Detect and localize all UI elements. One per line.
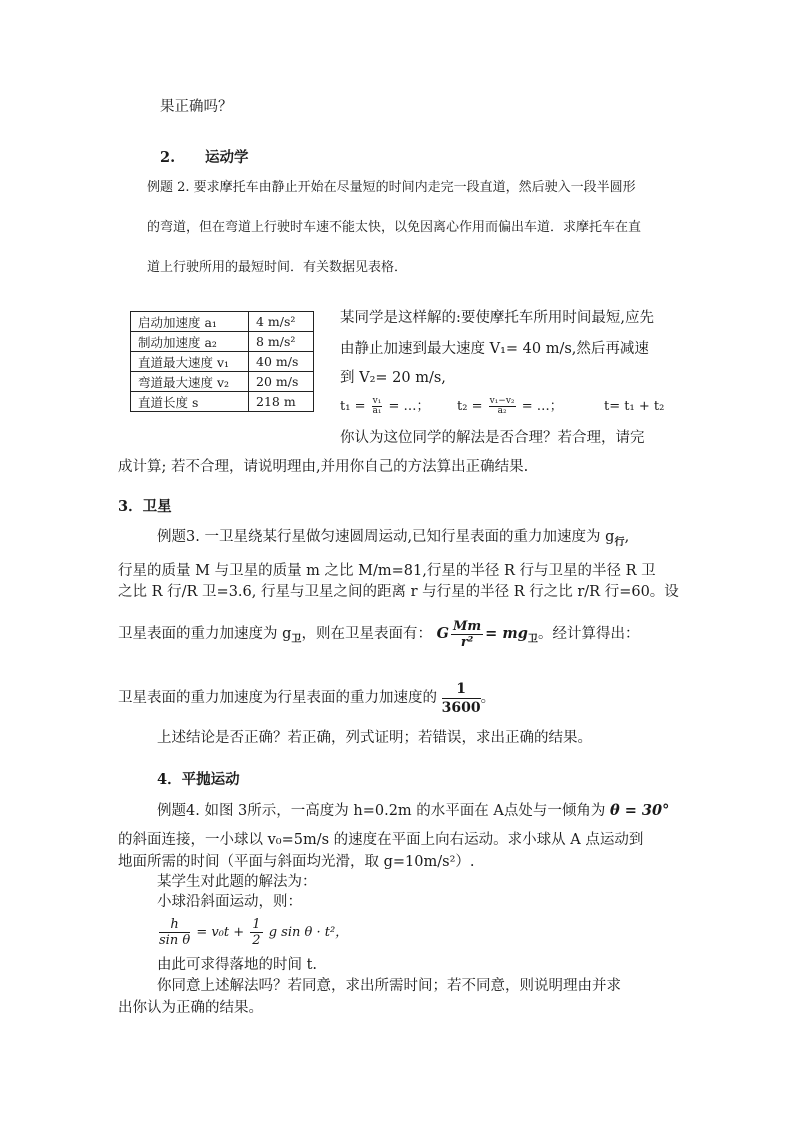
- example3-line5-end: 。: [480, 690, 496, 706]
- example4-line6: 由此可求得落地的时间 t.: [157, 957, 318, 973]
- equation-half-fraction: [250, 917, 262, 948]
- g-satellite-subscript: 卫: [291, 632, 302, 645]
- equation-middle: = v₀t +: [196, 925, 245, 940]
- example3-line3: 之比 R 行/R 卫=3.6, 行星与卫星之间的距离 r 与行星的半径 R 行之比 r/R 行=60。设: [118, 584, 679, 600]
- gravity-rhs-subscript: 卫: [527, 632, 538, 645]
- equation-lhs-fraction: [159, 917, 190, 948]
- example2-line2: 的弯道，但在弯道上行驶时车速不能太快，以免因离心作用而偏出车道．求摩托车在直: [147, 220, 642, 235]
- example3-line5: [118, 677, 495, 719]
- example2-line3: 道上行驶所用的最短时间．有关数据见表格．: [147, 260, 408, 275]
- example4-line2: 的斜面连接，一小球以 v₀=5m/s 的速度在平面上向右运动。求小球从 A 点运动到: [118, 832, 644, 848]
- table-cell-value: 4 m/s²: [249, 312, 314, 332]
- t1-numerator: v₁: [372, 396, 382, 406]
- t2-rest: = …；: [521, 399, 563, 414]
- t1-formula: [340, 397, 429, 417]
- section-3-title: 3．卫星: [118, 498, 172, 515]
- section-2-title: 运动学: [205, 149, 249, 166]
- example4-line7: 你同意上述解法吗？若同意，求出所需时间；若不同意，则说明理由并求: [157, 978, 621, 994]
- table-cell-name: 弯道最大速度 v₂: [131, 372, 249, 392]
- example4-line3: 地面所需的时间（平面与斜面均光滑，取 g=10m/s²）.: [118, 854, 475, 870]
- ratio-denominator: 3600: [441, 699, 481, 716]
- question-line2: 成计算; 若不合理，请说明理由,并用你自己的方法算出正确结果.: [118, 459, 529, 475]
- table-row: [131, 392, 314, 412]
- gravity-rhs: = mg: [485, 625, 528, 642]
- equation-half-numerator: 1: [252, 917, 261, 932]
- solution-line2: 由静止加速到最大速度 V₁= 40 m/s,然后再减速: [340, 341, 649, 357]
- table-cell-value: 40 m/s: [249, 352, 314, 372]
- incline-angle: θ = 30°: [609, 802, 670, 819]
- example4-line5: 小球沿斜面运动，则：: [157, 894, 302, 910]
- table-cell-value: 20 m/s: [249, 372, 314, 392]
- intro-line: 果正确吗？: [160, 99, 233, 115]
- example3-line4: [118, 617, 639, 656]
- g-planet-subscript: 行: [614, 535, 625, 548]
- example3-line4-b: ，则在卫星表面有：: [301, 626, 433, 642]
- table-cell-name: 直道长度 s: [131, 392, 249, 412]
- example3-line6: 上述结论是否正确？若正确，列式证明；若错误，求出正确的结果。: [157, 730, 592, 746]
- t2-formula: [457, 397, 563, 417]
- example3-line5-text: 卫星表面的重力加速度为行星表面的重力加速度的: [118, 690, 437, 706]
- example3-line1: 例题3. 一卫星绕某行星做匀速圆周运动,已知行星表面的重力加速度为 $g_行$,: [157, 529, 630, 548]
- example4-line8: 出你认为正确的结果。: [118, 1000, 263, 1016]
- gravity-constant: G: [436, 625, 450, 642]
- table-cell-name: 制动加速度 a₂: [131, 332, 249, 352]
- example3-line4-c: 。经计算得出：: [537, 626, 640, 642]
- solution-line3: 到 V₂= 20 m/s,: [340, 370, 446, 386]
- table-cell-value: 218 m: [249, 392, 314, 412]
- table-row: [131, 352, 314, 372]
- gravity-numerator: Mm: [453, 618, 482, 634]
- data-table: [130, 311, 314, 412]
- t1-rest: = …；: [388, 399, 430, 414]
- gravity-fraction: [451, 619, 483, 650]
- table-row: [131, 372, 314, 392]
- table-row: [131, 332, 314, 352]
- equation-half-denominator: 2: [252, 933, 261, 948]
- table-cell-name: 启动加速度 a₁: [131, 312, 249, 332]
- section-2-number: 2.: [160, 149, 176, 166]
- t2-label: t₂ =: [457, 399, 483, 414]
- example4-line1: [157, 801, 669, 821]
- t1-fraction: [372, 397, 383, 416]
- equation-lhs-numerator: h: [159, 917, 190, 933]
- question-line1: 你认为这位同学的解法是否合理？若合理，请完: [340, 430, 645, 446]
- ratio-numerator: 1: [442, 680, 481, 699]
- example3-line4-text: 卫星表面的重力加速度为 g: [118, 626, 292, 642]
- example2-line1: 例题 2. 要求摩托车由静止开始在尽量短的时间内走完一段直道，然后驶入一段半圆形: [147, 180, 636, 195]
- solution-line1: 某同学是这样解的:要使摩托车所用时间最短,应先: [340, 310, 654, 326]
- t2-numerator: v₁−v₂: [489, 396, 515, 406]
- equation-end: g sin θ · t²，: [268, 925, 349, 940]
- motion-equation: [157, 914, 348, 952]
- t-total: t= t₁ + t₂: [604, 399, 665, 414]
- gravity-denominator: r²: [460, 634, 474, 650]
- t1-denominator: a₁: [372, 406, 382, 416]
- equation-lhs-denominator: sin θ: [159, 933, 191, 948]
- example4-line1-text: 例题4. 如图 3所示，一高度为 h=0.2m 的水平面在 A点处与一倾角为: [157, 803, 606, 819]
- t1-label: t₁ =: [340, 399, 366, 414]
- t2-fraction: [489, 397, 516, 416]
- table-cell-value: 8 m/s²: [249, 332, 314, 352]
- section-4-title: 4．平抛运动: [157, 771, 240, 788]
- t2-denominator: a₂: [497, 406, 507, 416]
- table-cell-name: 直道最大速度 v₁: [131, 352, 249, 372]
- example3-line1-text: 例题3. 一卫星绕某行星做匀速圆周运动,已知行星表面的重力加速度为 g: [157, 529, 615, 545]
- example4-line4: 某学生对此题的解法为：: [157, 874, 317, 890]
- example3-line2: 行星的质量 M 与卫星的质量 m 之比 M/m=81,行星的半径 R 行与卫星的半径 R 卫: [118, 563, 656, 579]
- table-row: [131, 312, 314, 332]
- ratio-fraction: [442, 680, 481, 717]
